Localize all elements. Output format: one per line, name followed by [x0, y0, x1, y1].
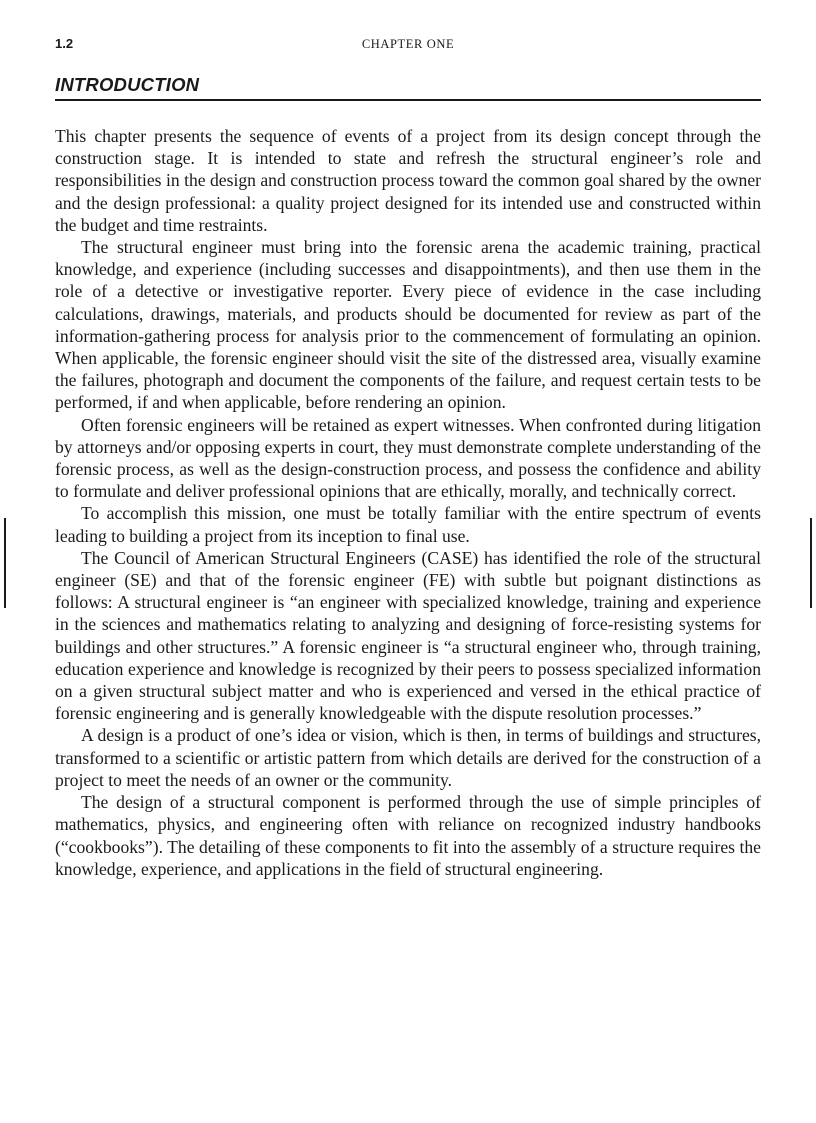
section-heading: INTRODUCTION [55, 74, 761, 101]
paragraph-7: The design of a structural component is performed through the use of simple principles of mathematics, physics, and engineering often with reliance on recognized industry handbooks (“cookbooks”). The detailing of these components to fit into the assembly of a structure requires the knowledge, experience, and applications in the field of structural engineering. [55, 792, 761, 879]
paragraph-5: The Council of American Structural Engineers (CASE) has identified the role of the structural engineer (SE) and that of the forensic engineer (FE) with subtle but poignant distinctions as follows: A structural engineer is “an engineer with specialized knowledge, training and experience in the sciences and mathematics relating to analyzing and designing of force-resisting systems for buildings and other structures.” A forensic engineer is “a structural engineer who, through training, education experience and knowledge is recognized by their peers to possess specialized information on a given structural subject matter and who is experienced and versed in the ethical practice of forensic engineering and is generally knowledgeable with the dispute resolution processes.” [55, 547, 761, 724]
paragraph-3: Often forensic engineers will be retained as expert witnesses. When confronted during litigation by attorneys and/or opposing experts in court, they must demonstrate complete understanding of the forensic process, as well as the design-construction process, and possess the confidence and ability to formulate and deliver professional opinions that are ethically, morally, and technically correct. [55, 414, 761, 502]
paragraph-4: To accomplish this mission, one must be totally familiar with the entire spectrum of events leading to building a project from its inception to final use. [55, 503, 761, 546]
page-number: 1.2 [55, 36, 74, 51]
running-head [55, 36, 761, 52]
chapter-label: CHAPTER ONE [361, 37, 455, 51]
paragraph-1: This chapter presents the sequence of events of a project from its design concept through the construction stage. It is intended to state and refresh the structural engineer’s role and responsibilities in the design and construction process toward the common goal shared by the owner and the design professional: a quality project designed for its intended use and constructed within the budget and time restraints. [55, 126, 761, 235]
paragraph-6: A design is a product of one’s idea or vision, which is then, in terms of buildings and structures, transformed to a scientific or artistic pattern from which details are derived for the construction of a project to meet the needs of an owner or the community. [55, 725, 761, 790]
right-margin-bar [810, 518, 812, 608]
paragraph-2: The structural engineer must bring into the forensic arena the academic training, practical knowledge, and experience (including successes and disappointments), and then use them in the role of a detective or investigative reporter. Every piece of evidence in the case including calculations, drawings, materials, and products should be documented for review as part of the information-gathering process for analysis prior to the commencement of formulating an opinion. When applicable, the forensic engineer should visit the site of the distressed area, visually examine the failures, photograph and document the components of the failure, and request certain tests to be performed, if and when applicable, before rendering an opinion. [55, 237, 761, 413]
body-text [55, 125, 761, 880]
left-margin-bar [4, 518, 6, 608]
